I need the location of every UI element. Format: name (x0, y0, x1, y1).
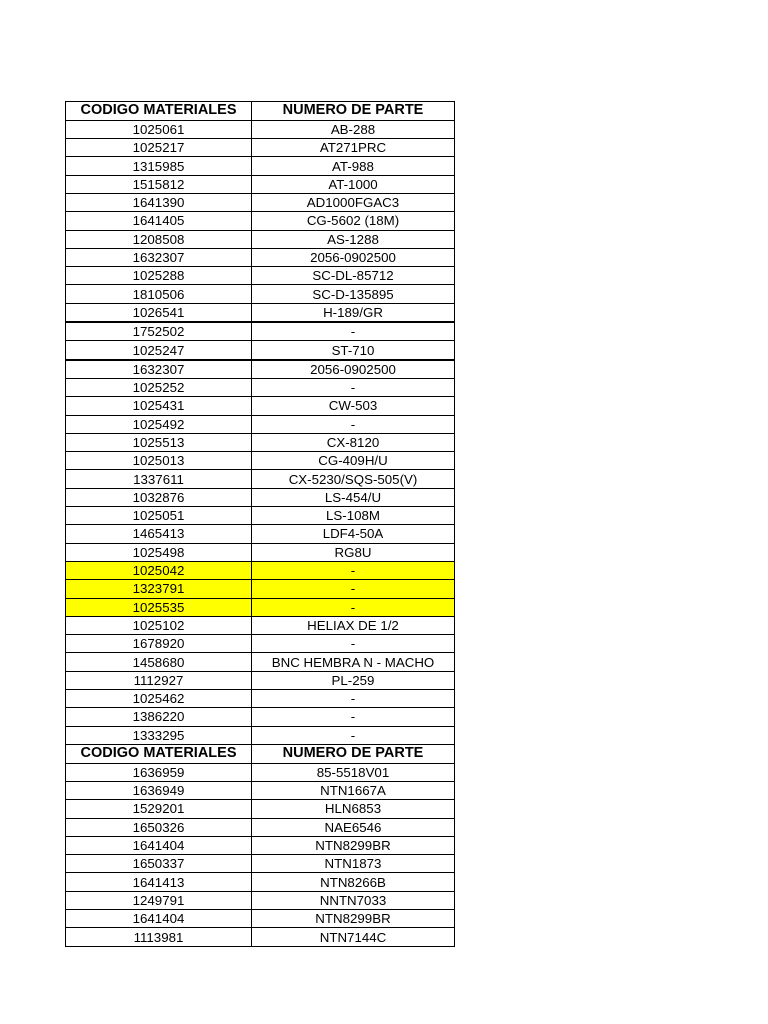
table-row (66, 433, 455, 451)
part-number-cell: - (252, 322, 455, 341)
material-code-cell: 1636949 (66, 781, 252, 799)
material-code-cell: 1249791 (66, 891, 252, 909)
table-row (66, 800, 455, 818)
table-row (66, 690, 455, 708)
material-code-cell: 1112927 (66, 671, 252, 689)
part-number-cell: 2056-0902500 (252, 248, 455, 266)
material-code-cell: 1515812 (66, 175, 252, 193)
part-number-cell: NAE6546 (252, 818, 455, 836)
table-row (66, 230, 455, 248)
material-code-cell: 1650337 (66, 855, 252, 873)
header-numero-de-parte: NUMERO DE PARTE (252, 102, 455, 121)
part-number-cell: NTN8299BR (252, 910, 455, 928)
table-row (66, 708, 455, 726)
table-row (66, 561, 455, 579)
part-number-cell: - (252, 726, 455, 744)
table-row (66, 507, 455, 525)
material-code-cell: 1465413 (66, 525, 252, 543)
table-header-row (66, 744, 455, 763)
part-number-cell: HLN6853 (252, 800, 455, 818)
material-code-cell: 1810506 (66, 285, 252, 303)
table-row (66, 855, 455, 873)
material-code-cell: 1025462 (66, 690, 252, 708)
part-number-cell: - (252, 378, 455, 396)
material-code-cell: 1632307 (66, 248, 252, 266)
material-code-cell: 1025288 (66, 267, 252, 285)
part-number-cell: CG-5602 (18M) (252, 212, 455, 230)
table-row (66, 910, 455, 928)
material-code-cell: 1113981 (66, 928, 252, 946)
material-code-cell: 1025492 (66, 415, 252, 433)
header-codigo-materiales: CODIGO MATERIALES (66, 102, 252, 121)
part-number-cell: H-189/GR (252, 303, 455, 322)
material-code-cell: 1678920 (66, 635, 252, 653)
part-number-cell: LS-108M (252, 507, 455, 525)
material-code-cell: 1641413 (66, 873, 252, 891)
table-row (66, 525, 455, 543)
table-row (66, 397, 455, 415)
material-code-cell: 1636959 (66, 763, 252, 781)
material-code-cell: 1641404 (66, 836, 252, 854)
part-number-cell: CX-5230/SQS-505(V) (252, 470, 455, 488)
header-numero-de-parte: NUMERO DE PARTE (252, 744, 455, 763)
table-row (66, 157, 455, 175)
part-number-cell: NTN7144C (252, 928, 455, 946)
table-row (66, 891, 455, 909)
part-number-cell: CW-503 (252, 397, 455, 415)
material-code-cell: 1025102 (66, 616, 252, 634)
table-header-row (66, 102, 455, 121)
part-number-cell: NTN8266B (252, 873, 455, 891)
table-row (66, 671, 455, 689)
part-number-cell: NNTN7033 (252, 891, 455, 909)
part-number-cell: - (252, 598, 455, 616)
table-row (66, 635, 455, 653)
part-number-cell: AS-1288 (252, 230, 455, 248)
material-code-cell: 1458680 (66, 653, 252, 671)
material-code-cell: 1025013 (66, 452, 252, 470)
part-number-cell: - (252, 580, 455, 598)
table-row (66, 285, 455, 303)
table-row (66, 470, 455, 488)
table-row (66, 360, 455, 379)
material-code-cell: 1025247 (66, 341, 252, 360)
header-codigo-materiales: CODIGO MATERIALES (66, 744, 252, 763)
material-code-cell: 1641405 (66, 212, 252, 230)
part-number-cell: SC-D-135895 (252, 285, 455, 303)
table-row (66, 836, 455, 854)
material-code-cell: 1025535 (66, 598, 252, 616)
part-number-cell: CX-8120 (252, 433, 455, 451)
part-number-cell: AT-1000 (252, 175, 455, 193)
part-number-cell: - (252, 690, 455, 708)
table-row (66, 543, 455, 561)
table-row (66, 341, 455, 360)
material-code-cell: 1025431 (66, 397, 252, 415)
material-code-cell: 1333295 (66, 726, 252, 744)
material-code-cell: 1025217 (66, 139, 252, 157)
part-number-cell: NTN1667A (252, 781, 455, 799)
table-row (66, 139, 455, 157)
material-code-cell: 1315985 (66, 157, 252, 175)
material-code-cell: 1752502 (66, 322, 252, 341)
table-row (66, 322, 455, 341)
table-row (66, 120, 455, 138)
part-number-cell: NTN1873 (252, 855, 455, 873)
material-code-cell: 1337611 (66, 470, 252, 488)
material-code-cell: 1025051 (66, 507, 252, 525)
table-row (66, 726, 455, 744)
part-number-cell: NTN8299BR (252, 836, 455, 854)
material-code-cell: 1025252 (66, 378, 252, 396)
part-number-cell: - (252, 415, 455, 433)
part-number-cell: AT271PRC (252, 139, 455, 157)
part-number-cell: SC-DL-85712 (252, 267, 455, 285)
table-row (66, 248, 455, 266)
table-row (66, 415, 455, 433)
table-row (66, 175, 455, 193)
table-row (66, 193, 455, 211)
part-number-cell: AT-988 (252, 157, 455, 175)
part-number-cell: LDF4-50A (252, 525, 455, 543)
part-number-cell: AB-288 (252, 120, 455, 138)
material-code-cell: 1032876 (66, 488, 252, 506)
part-number-cell: - (252, 708, 455, 726)
material-code-cell: 1641404 (66, 910, 252, 928)
material-code-cell: 1025498 (66, 543, 252, 561)
material-code-cell: 1323791 (66, 580, 252, 598)
part-number-cell: 2056-0902500 (252, 360, 455, 379)
material-code-cell: 1026541 (66, 303, 252, 322)
material-code-cell: 1650326 (66, 818, 252, 836)
table-row (66, 267, 455, 285)
table-row (66, 378, 455, 396)
part-number-cell: PL-259 (252, 671, 455, 689)
table-row (66, 452, 455, 470)
part-number-cell: - (252, 561, 455, 579)
part-number-cell: ST-710 (252, 341, 455, 360)
table-row (66, 763, 455, 781)
table-row (66, 212, 455, 230)
material-code-cell: 1025042 (66, 561, 252, 579)
table-row (66, 873, 455, 891)
part-number-cell: RG8U (252, 543, 455, 561)
table-row (66, 303, 455, 322)
part-number-cell: CG-409H/U (252, 452, 455, 470)
material-code-cell: 1386220 (66, 708, 252, 726)
material-code-cell: 1025061 (66, 120, 252, 138)
material-code-cell: 1208508 (66, 230, 252, 248)
materials-table (65, 101, 455, 947)
table-row (66, 653, 455, 671)
table-row (66, 781, 455, 799)
material-code-cell: 1641390 (66, 193, 252, 211)
part-number-cell: BNC HEMBRA N - MACHO (252, 653, 455, 671)
table-row (66, 598, 455, 616)
part-number-cell: LS-454/U (252, 488, 455, 506)
part-number-cell: AD1000FGAC3 (252, 193, 455, 211)
table-row (66, 580, 455, 598)
table-row (66, 928, 455, 946)
material-code-cell: 1025513 (66, 433, 252, 451)
material-code-cell: 1529201 (66, 800, 252, 818)
part-number-cell: 85-5518V01 (252, 763, 455, 781)
table-row (66, 616, 455, 634)
material-code-cell: 1632307 (66, 360, 252, 379)
table-row (66, 488, 455, 506)
table-row (66, 818, 455, 836)
part-number-cell: HELIAX DE 1/2 (252, 616, 455, 634)
part-number-cell: - (252, 635, 455, 653)
